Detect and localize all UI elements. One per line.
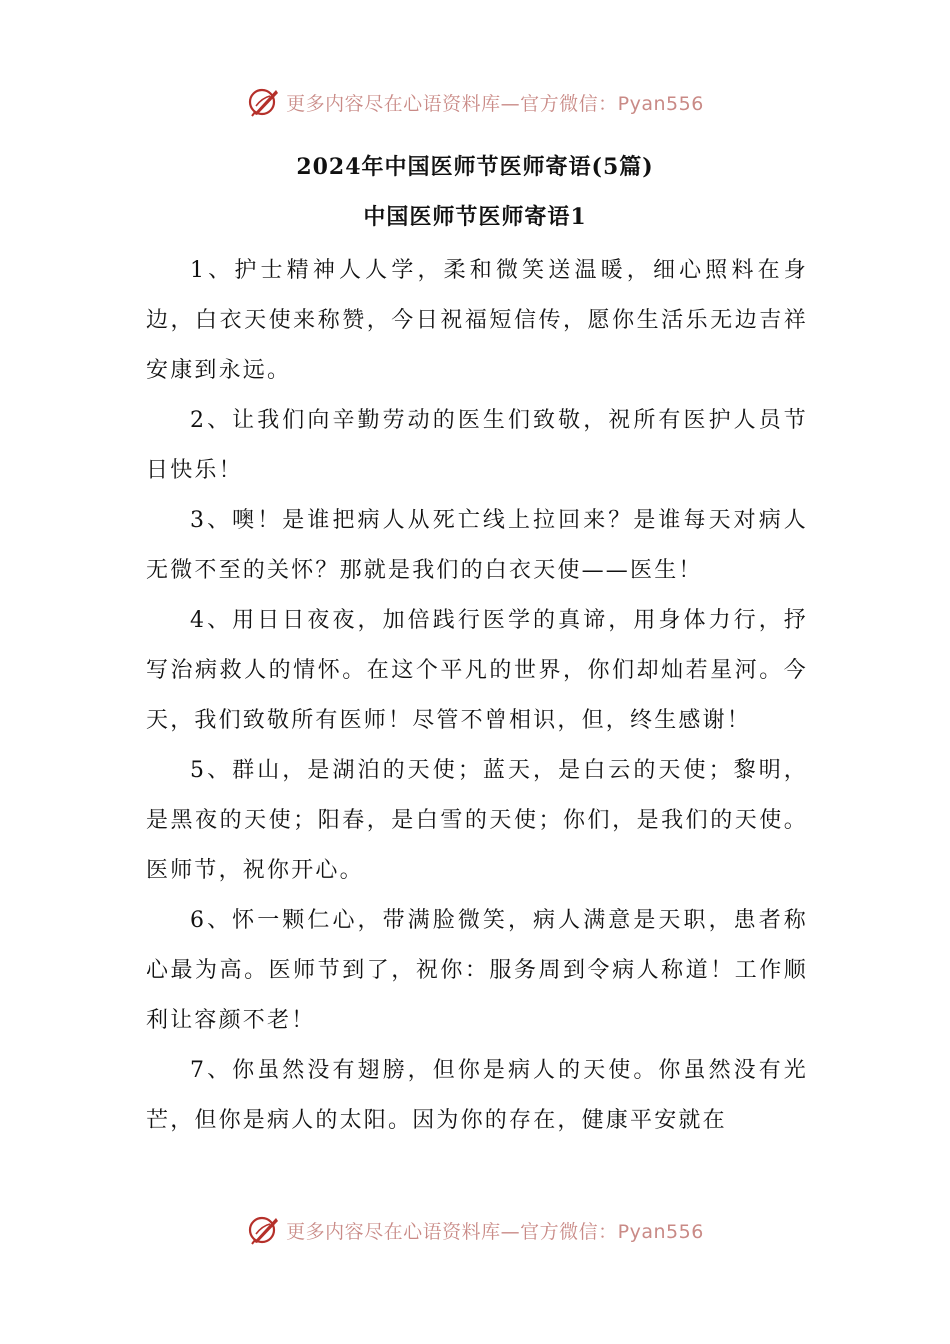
quill-pen-logo-icon xyxy=(246,84,282,120)
paragraph-4: 4、用日日夜夜，加倍践行医学的真谛，用身体力行，抒写治病救人的情怀。在这个平凡的世界，你们却灿若星河。今天，我们致敬所有医师！尽管不曾相识，但，终生感谢！ xyxy=(146,608,808,733)
paragraph-7: 7、你虽然没有翅膀，但你是病人的天使。你虽然没有光芒，但你是病人的太阳。因为你的存在，健康平安就在 xyxy=(146,1058,808,1133)
paragraph-3: 3、噢！是谁把病人从死亡线上拉回来？是谁每天对病人无微不至的关怀？那就是我们的白衣天使——医生！ xyxy=(146,508,808,583)
watermark-text: 更多内容尽在心语资料库—官方微信：Pyan556 xyxy=(286,92,704,115)
watermark-text: 更多内容尽在心语资料库—官方微信：Pyan556 xyxy=(286,1220,704,1243)
paragraph-2: 2、让我们向辛勤劳动的医生们致敬，祝所有医护人员节日快乐！ xyxy=(146,408,808,483)
paragraph-1: 1、护士精神人人学，柔和微笑送温暖，细心照料在身边，白衣天使来称赞，今日祝福短信传，愿你生活乐无边吉祥安康到永远。 xyxy=(146,258,808,383)
paragraph-5: 5、群山，是湖泊的天使；蓝天，是白云的天使；黎明，是黑夜的天使；阳春，是白雪的天使；你们，是我们的天使。医师节，祝你开心。 xyxy=(146,758,808,883)
document-title: 2024年中国医师节医师寄语(5篇) xyxy=(296,154,654,180)
paragraph-6: 6、怀一颗仁心，带满脸微笑，病人满意是天职，患者称心最为高。医师节到了，祝你：服务周到令病人称道！工作顺利让容颜不老！ xyxy=(146,908,808,1033)
quill-pen-logo-icon xyxy=(246,1212,282,1248)
header-watermark xyxy=(0,84,950,120)
footer-watermark xyxy=(0,1212,950,1248)
document-body xyxy=(146,246,808,1146)
section-title: 中国医师节医师寄语1 xyxy=(363,204,587,230)
